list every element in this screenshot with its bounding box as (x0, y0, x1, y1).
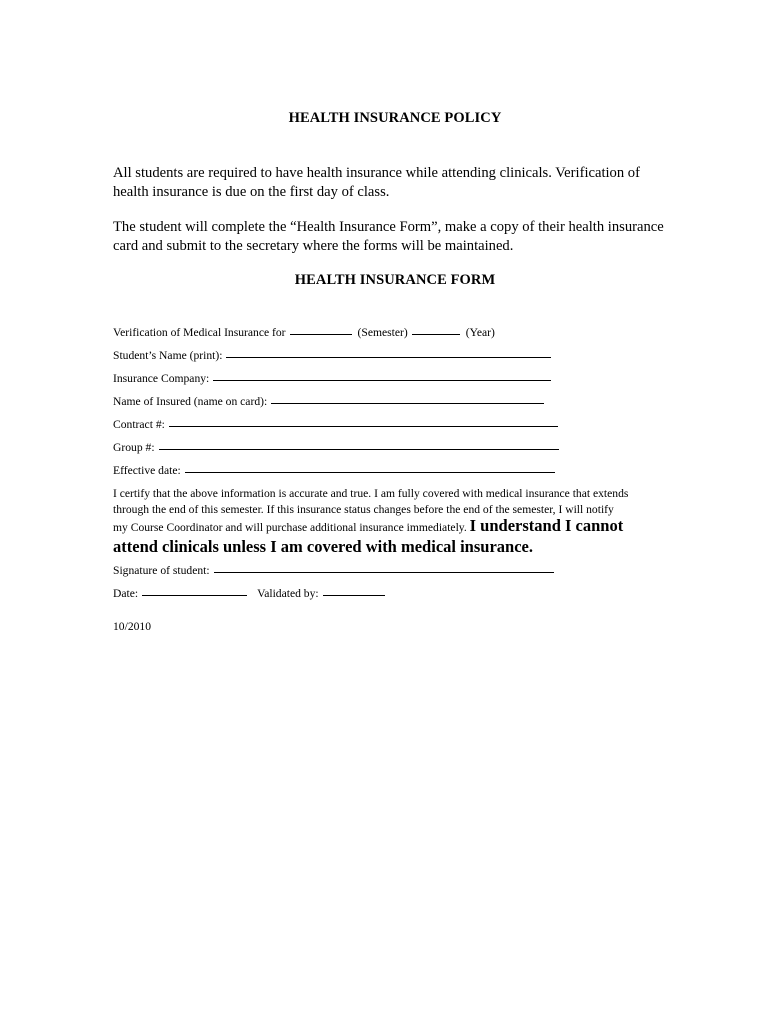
effective-date-input[interactable] (185, 471, 555, 473)
revision-date: 10/2010 (113, 620, 152, 633)
certify-line-1: I certify that the above information is accurate and true. I am fully covered with medical insurance that extends (113, 487, 629, 500)
group-field (113, 441, 559, 454)
effective-date-field (113, 464, 555, 477)
year-input[interactable] (412, 333, 460, 335)
insurance-company-input[interactable] (213, 379, 551, 381)
student-name-field (113, 349, 551, 362)
name-insured-label: Name of Insured (name on card): (113, 395, 268, 408)
year-label: (Year) (465, 326, 495, 339)
form-title: HEALTH INSURANCE FORM (294, 272, 496, 288)
contract-label: Contract #: (113, 418, 165, 431)
certify-line-3-wrap (113, 518, 683, 536)
semester-input[interactable] (290, 333, 352, 335)
validated-label: Validated by: (257, 587, 319, 600)
policy-paragraph-2: The student will complete the “Health Insurance Form”, make a copy of their health insurance card and submit to the secretary where the forms will be maintained. (113, 219, 664, 254)
certify-line-3: my Course Coordinator and will purchase additional insurance immediately. (113, 521, 467, 534)
certify-emphasis-2: attend clinicals unless I am covered with medical insurance. (113, 537, 533, 556)
certification-text (113, 486, 683, 536)
insurance-company-field (113, 372, 551, 385)
contract-input[interactable] (169, 425, 558, 427)
group-input[interactable] (159, 448, 559, 450)
validated-input[interactable] (323, 594, 385, 596)
contract-field (113, 418, 558, 431)
student-name-input[interactable] (226, 356, 551, 358)
policy-title: HEALTH INSURANCE POLICY (288, 110, 502, 126)
student-name-label: Student’s Name (print): (113, 349, 223, 362)
signature-label: Signature of student: (113, 564, 210, 577)
verification-label: Verification of Medical Insurance for (113, 326, 286, 339)
verification-field (113, 326, 495, 339)
certify-line-2: through the end of this semester. If this insurance status changes before the end of the semester, I will notify (113, 503, 614, 516)
group-label: Group #: (113, 441, 155, 454)
effective-date-label: Effective date: (113, 464, 181, 477)
signature-field (113, 564, 554, 577)
date-label: Date: (113, 587, 139, 600)
name-insured-field (113, 395, 544, 408)
semester-label: (Semester) (357, 326, 408, 339)
date-input[interactable] (142, 594, 247, 596)
policy-paragraph-1: All students are required to have health insurance while attending clinicals. Verification of health insurance is due on the first day of class. (113, 165, 640, 200)
signature-input[interactable] (214, 571, 554, 573)
insurance-company-label: Insurance Company: (113, 372, 210, 385)
certify-emphasis-1: I understand I cannot (469, 516, 624, 535)
date-validated-field (113, 587, 385, 600)
name-insured-input[interactable] (271, 402, 544, 404)
